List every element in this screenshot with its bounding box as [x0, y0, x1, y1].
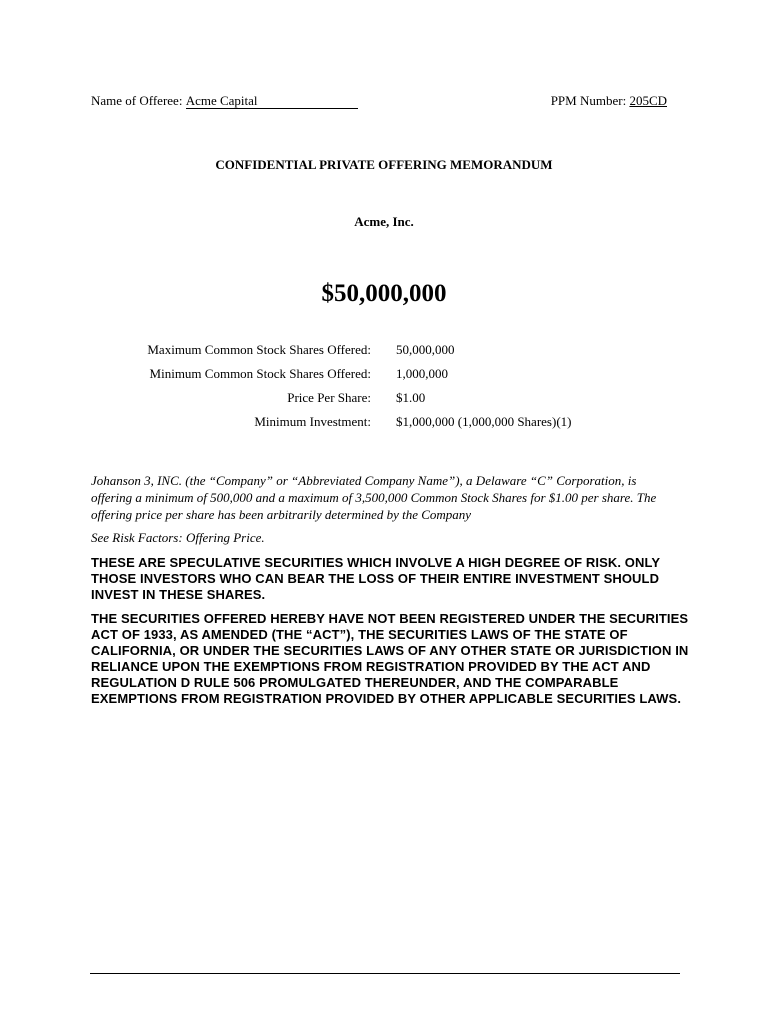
offering-terms [0, 342, 768, 438]
offering-intro-paragraph: Johanson 3, INC. (the “Company” or “Abbreviated Company Name”), a Delaware “C” Corporation, is offering a minimum of 500,000 and a maximum of 3,500,000 Common Stock Shares for $1.00 per share. The offering price per share has been arbitrarily determined by the Company [91, 473, 657, 522]
term-row [0, 414, 768, 438]
offeree-value: Acme Capital [186, 94, 358, 109]
term-label: Minimum Common Stock Shares Offered: [149, 366, 371, 381]
term-value: 1,000,000 [396, 366, 448, 381]
term-row [0, 342, 768, 366]
registration-warning: THE SECURITIES OFFERED HEREBY HAVE NOT BEEN REGISTERED UNDER THE SECURITIES ACT OF 1933, AS AMENDED (THE “ACT”), THE SECURITIES LAWS OF THE STATE OF CALIFORNIA, OR UNDER THE SECURITIES LAWS OF ANY OTHER STATE OR JURISDICTION IN RELIANCE UPON THE EXEMPTIONS FROM REGISTRATION PROVIDED BY THE ACT AND REGULATION D RULE 506 PROMULGATED THEREUNDER, AND THE COMPARABLE EXEMPTIONS FROM REGISTRATION PROVIDED BY OTHER APPLICABLE SECURITIES LAWS. [91, 611, 689, 706]
ppm-number-field [551, 93, 667, 109]
ppm-label: PPM Number: [550, 93, 627, 108]
offering-amount: $50,000,000 [321, 280, 447, 307]
term-value: $1.00 [396, 390, 426, 405]
term-value: $1,000,000 (1,000,000 Shares)(1) [396, 414, 572, 429]
term-label: Price Per Share: [287, 390, 371, 405]
document-title: CONFIDENTIAL PRIVATE OFFERING MEMORANDUM [215, 157, 553, 172]
term-label: Maximum Common Stock Shares Offered: [147, 342, 371, 357]
term-label: Minimum Investment: [254, 414, 371, 429]
term-value: 50,000,000 [396, 342, 455, 357]
footer-divider [90, 973, 680, 974]
risk-warning: THESE ARE SPECULATIVE SECURITIES WHICH INVOLVE A HIGH DEGREE OF RISK. ONLY THOSE INVESTORS WHO CAN BEAR THE LOSS OF THEIR ENTIRE INVESTMENT SHOULD INVEST IN THESE SHARES. [91, 555, 660, 602]
ppm-value: 205CD [629, 93, 667, 108]
term-row [0, 390, 768, 414]
offeree-label: Name of Offeree: [91, 93, 183, 108]
term-row [0, 366, 768, 390]
document-header [91, 93, 667, 111]
risk-factors-reference: See Risk Factors: Offering Price. [91, 530, 265, 545]
offeree-field [91, 93, 358, 109]
company-name: Acme, Inc. [354, 214, 414, 229]
